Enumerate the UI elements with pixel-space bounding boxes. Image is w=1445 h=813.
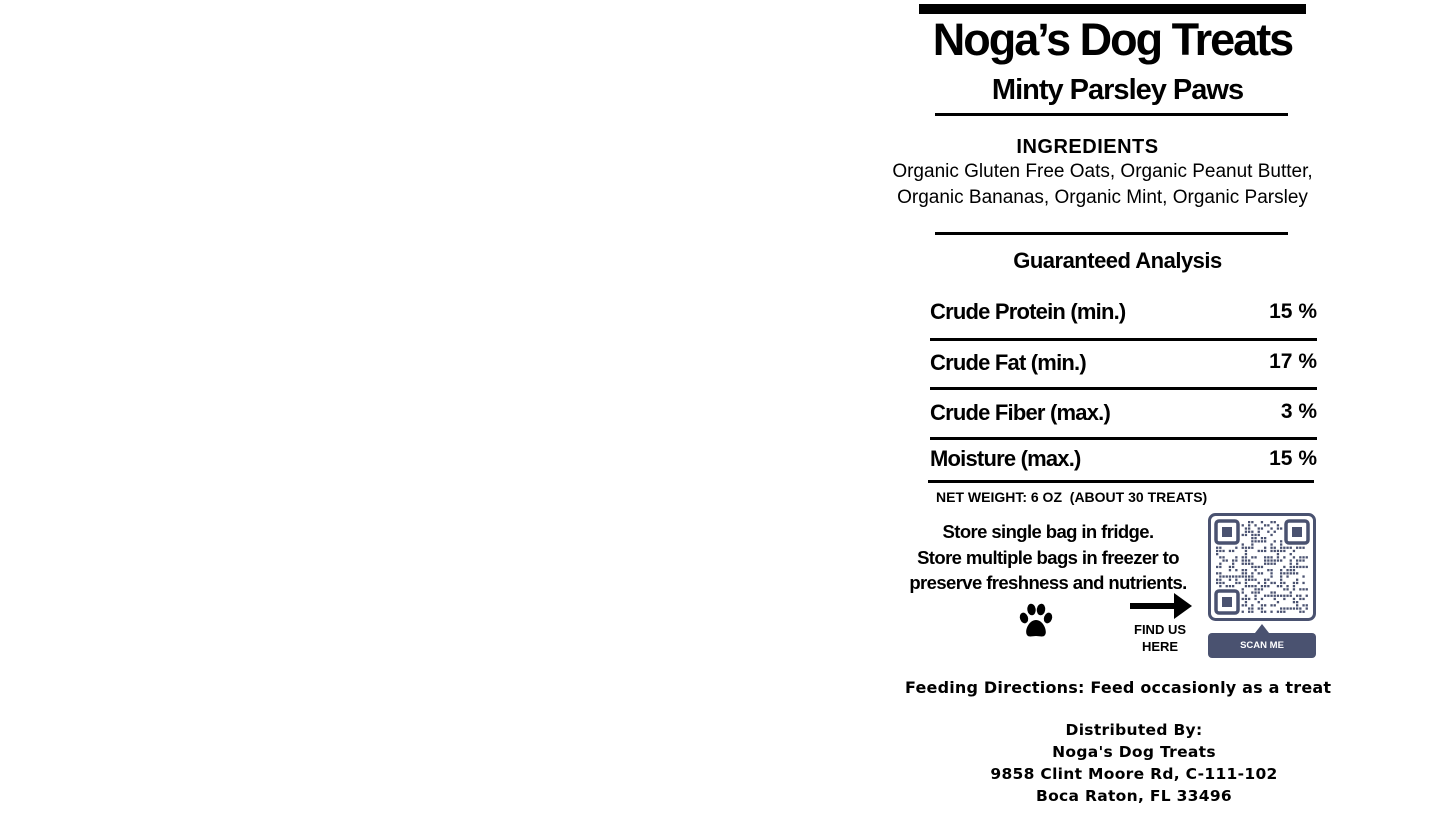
analysis-row-value: 3 % [1280, 400, 1317, 423]
brand-title: Noga’s Dog Treats [932, 14, 1293, 65]
analysis-row-label: Crude Protein (min.) [930, 299, 1126, 324]
find-us-label [1120, 621, 1200, 655]
paw-icon [1017, 603, 1055, 646]
divider-1 [935, 113, 1288, 116]
scan-me-notch [1255, 624, 1269, 633]
analysis-row-label: Crude Fiber (max.) [930, 400, 1110, 425]
analysis-row-value: 17 % [1269, 350, 1317, 373]
distributor-name: Noga's Dog Treats [1052, 743, 1216, 761]
ingredients-heading: INGREDIENTS [1016, 136, 1159, 158]
feeding-directions: Feeding Directions: Feed occasionly as a treat [905, 678, 1332, 697]
distributor-city: Boca Raton, FL 33496 [1035, 787, 1233, 805]
divider-2 [935, 232, 1288, 235]
storage-line-1: Store single bag in fridge. [942, 521, 1154, 542]
net-weight: NET WEIGHT: 6 OZ (ABOUT 30 TREATS) [936, 489, 1208, 505]
analysis-row-value: 15 % [1269, 447, 1317, 470]
row-divider [930, 387, 1317, 390]
ingredients-line-1: Organic Gluten Free Oats, Organic Peanut Butter, [892, 161, 1313, 182]
analysis-row-label: Crude Fat (min.) [930, 350, 1086, 375]
find-us-line-1: FIND US [1134, 622, 1186, 637]
find-us-line-2: HERE [1141, 639, 1179, 654]
row-divider [930, 437, 1317, 440]
analysis-row-label: Moisture (max.) [930, 446, 1081, 471]
guaranteed-analysis-heading: Guaranteed Analysis [1013, 248, 1222, 273]
top-bar [919, 4, 1306, 14]
distributor-street: 9858 Clint Moore Rd, C-111-102 [990, 765, 1278, 783]
storage-line-3: preserve freshness and nutrients. [909, 572, 1187, 593]
distributor-block [960, 719, 1308, 807]
row-divider [928, 480, 1314, 483]
arrow-right-icon [1130, 593, 1192, 624]
ingredients-line-2: Organic Bananas, Organic Mint, Organic Parsley [897, 187, 1308, 208]
qr-code-icon[interactable] [1208, 513, 1316, 621]
storage-instructions [902, 519, 1194, 596]
distributor-heading: Distributed By: [1065, 721, 1203, 739]
row-divider [930, 338, 1317, 341]
scan-me-label[interactable]: SCAN ME [1208, 633, 1316, 658]
storage-line-2: Store multiple bags in freezer to [917, 546, 1179, 568]
product-name: Minty Parsley Paws [991, 74, 1244, 106]
analysis-row-value: 15 % [1269, 300, 1317, 323]
ingredients-text [890, 159, 1315, 211]
